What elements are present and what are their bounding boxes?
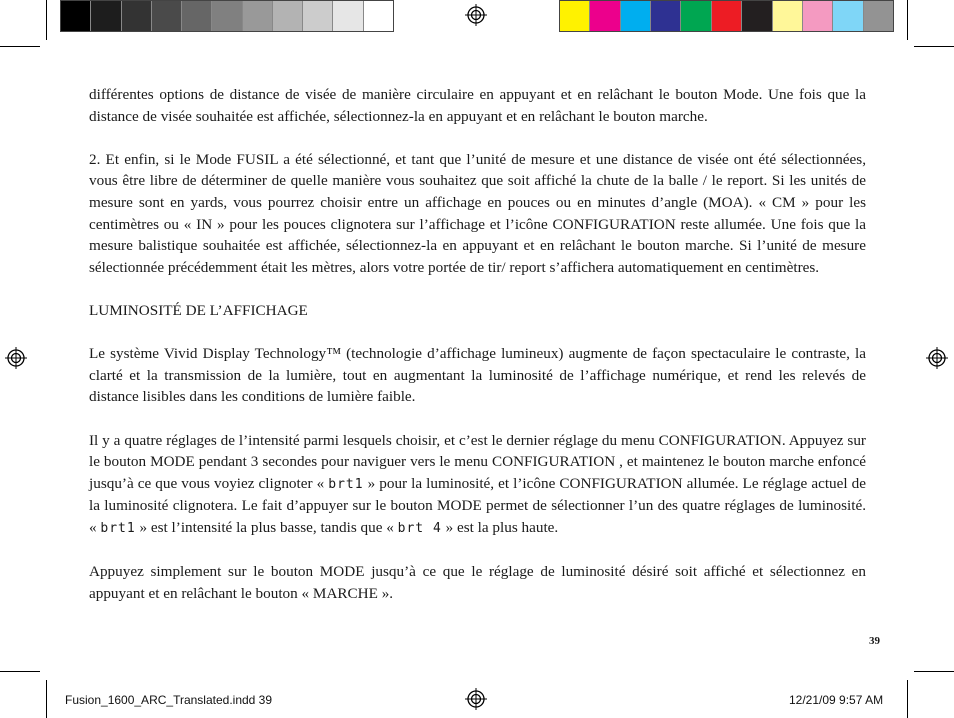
page-body <box>89 84 866 604</box>
process-color-bar <box>559 0 894 32</box>
color-swatch <box>773 1 803 31</box>
color-swatch <box>621 1 651 31</box>
crop-mark <box>907 680 908 718</box>
color-swatch <box>742 1 772 31</box>
gray-swatch <box>364 1 393 31</box>
text-run: Il y a quatre réglages de l’intensité parmi lesquels choisir, et c’est le dernier réglage du menu CONFIGURATION. Appuyez sur le bouton MODE pendant 3 secondes pour naviguer vers le menu CONFIGURATION , et maintenez le bouton marche enfoncé jusqu’à ce que vous voyiez clignoter « <box>89 431 866 492</box>
text-run: » est la plus haute. <box>441 518 559 536</box>
paragraph-rifle-mode: 2. Et enfin, si le Mode FUSIL a été sélectionné, et tant que l’unité de mesure et une distance de visée ont été sélectionnées, vous être libre de déterminer de quelle manière vous souhaitez que soit affiché la chute de la balle / le report. Si les unités de mesure sont en yards, vous pourrez choisir entre un affichage en pouces ou en minutes d’angle (MOA). « CM » pour les centimètres ou « IN » pour les pouces clignotera sur l’affichage et l’icône CONFIGURATION reste allumée. Une fois que la mesure balistique souhaitée est affichée, sélectionnez-la en appuyant et en relâchant le bouton marche. Si l’unité de mesure sélectionnée précédemment était les mètres, alors votre portée de tir/ report s’affichera automatiquement en centimètres. <box>89 150 866 276</box>
gray-swatch <box>182 1 212 31</box>
color-swatch <box>803 1 833 31</box>
crop-mark <box>0 46 40 47</box>
color-swatch <box>864 1 893 31</box>
display-code-brt1: brt1 <box>100 520 136 536</box>
crop-mark <box>46 680 47 718</box>
text-run: » est l’intensité la plus basse, tandis que « <box>135 518 398 536</box>
crop-mark <box>0 671 40 672</box>
color-swatch <box>712 1 742 31</box>
page-number: 39 <box>869 635 880 647</box>
paragraph-vivid-display: Le système Vivid Display Technology™ (technologie d’affichage lumineux) augmente de façon spectaculaire le contraste, la clarté et la transmission de la lumière, tout en augmentant la luminosité de l’affichage numérique, et rend les relevés de distance lisibles dans les conditions de lumière faible. <box>89 345 866 406</box>
grayscale-color-bar <box>60 0 394 32</box>
color-swatch <box>681 1 711 31</box>
display-code-brt1: brt1 <box>328 476 364 492</box>
gray-swatch <box>333 1 363 31</box>
gray-swatch <box>122 1 152 31</box>
crop-mark <box>46 0 47 40</box>
text-run: » pour la luminosité, et l’icône CONFIGURATION allumée. Le réglage actuel de la luminosité clignotera. Le fait d’appuyer sur le bouton MODE permet de sélectionner l’un des quatre réglages de luminosité. « <box>89 474 866 536</box>
crop-mark <box>907 0 908 40</box>
gray-swatch <box>61 1 91 31</box>
registration-mark-icon <box>465 4 487 26</box>
paragraph-range-options: différentes options de distance de visée de manière circulaire en appuyant et en relâchant le bouton Mode. Une fois que la distance de visée souhaitée est affichée, sélectionnez-la en appuyant et en relâchant le bouton marche. <box>89 86 866 125</box>
crop-mark <box>914 46 954 47</box>
gray-swatch <box>273 1 303 31</box>
registration-mark-icon <box>5 347 27 369</box>
registration-mark-icon <box>465 688 487 710</box>
paragraph-mode-button: Appuyez simplement sur le bouton MODE jusqu’à ce que le réglage de luminosité désiré soit affiché et sélectionnez en appuyant et en relâchant le bouton « MARCHE ». <box>89 563 866 602</box>
paragraph-brightness-settings <box>89 430 866 540</box>
gray-swatch <box>152 1 182 31</box>
gray-swatch <box>91 1 121 31</box>
slug-datetime: 12/21/09 9:57 AM <box>789 693 884 707</box>
color-swatch <box>590 1 620 31</box>
color-swatch <box>833 1 863 31</box>
gray-swatch <box>212 1 242 31</box>
color-swatch <box>651 1 681 31</box>
display-code-brt4: brt 4 <box>397 520 442 536</box>
color-swatch <box>560 1 590 31</box>
slug-filename: Fusion_1600_ARC_Translated.indd 39 <box>65 693 273 707</box>
gray-swatch <box>303 1 333 31</box>
section-heading: LUMINOSITÉ DE L’AFFICHAGE <box>89 301 308 319</box>
registration-mark-icon <box>926 347 948 369</box>
crop-mark <box>914 671 954 672</box>
gray-swatch <box>243 1 273 31</box>
